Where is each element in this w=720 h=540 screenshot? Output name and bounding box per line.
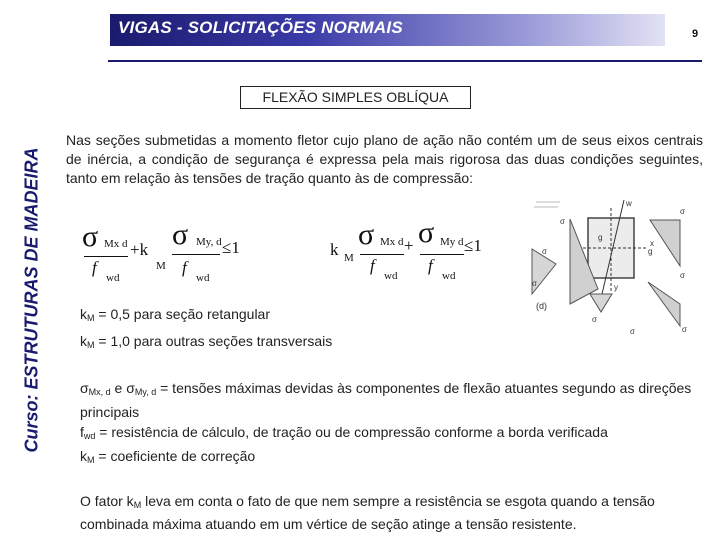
formula-1-sub-1: Mx d: [104, 238, 128, 250]
intro-paragraph: Nas seções submetidas a momento fletor cujo plano de ação não contém um de seus eixos centrais de inércia, a condição de segurança é expressa pela mais rigorosa das duas condições seguintes, tanto em relação às tensões de tração quanto às de compressão:: [66, 132, 703, 186]
formula-1-wd-1: wd: [106, 272, 120, 284]
header-divider: [108, 60, 702, 62]
formula-1-leq: ≤1: [222, 238, 240, 257]
formula-2-sub-1: Mx d: [380, 236, 404, 248]
closing-text-pre: O fator k: [80, 493, 134, 509]
formula-2-sub-2: My d: [440, 236, 464, 248]
stress-diagram: [530, 194, 700, 339]
sigma-subscript: Mx, d: [88, 387, 111, 397]
x-label: x: [650, 239, 654, 248]
formula-1-wd-2: wd: [196, 272, 210, 284]
formula-2-f-1: f: [370, 256, 375, 275]
w-label: w: [626, 199, 632, 208]
formula-2-sigma-2: σ: [418, 216, 435, 249]
formula-1-fraction-line-2: [172, 254, 220, 255]
formula-2-wd-2: wd: [442, 270, 456, 282]
km-subscript: M: [87, 340, 95, 350]
coefficient-text: = 0,5 para seção retangular: [94, 306, 271, 322]
section-title: FLEXÃO SIMPLES OBLÍQUA: [240, 86, 471, 109]
definition-text: = tensões máximas devidas às componentes de flexão atuantes segundo as direções principais: [80, 380, 692, 420]
stress-label-3: σ: [560, 217, 565, 226]
coefficient-list: [80, 303, 332, 357]
formula-1-plus-k: +k: [130, 240, 149, 259]
formula-1-sigma-2: σ: [172, 218, 189, 251]
gy-label: g: [598, 233, 603, 242]
definition-sigma: [80, 378, 710, 422]
closing-paragraph: [80, 492, 710, 534]
stress-label-7: σ: [630, 327, 635, 336]
definition-text: = coeficiente de correção: [94, 448, 256, 464]
stress-label-6: σ: [682, 325, 687, 334]
coefficient-text: = 1,0 para outras seções transversais: [94, 333, 333, 349]
formula-1-f-2: f: [182, 258, 187, 277]
formula-2-leq: ≤1: [464, 236, 482, 255]
km-symbol: k: [80, 333, 87, 349]
formula-2-f-2: f: [428, 256, 433, 275]
formula-1-sub-2: My, d: [196, 236, 222, 248]
km-subscript: M: [87, 313, 95, 323]
definitions: [80, 378, 710, 470]
gx-label: g: [648, 247, 653, 256]
km-symbol: k: [80, 306, 87, 322]
sigma-symbol: σ: [126, 380, 135, 396]
k-symbol: k: [80, 448, 87, 464]
figure-d-label: (d): [536, 301, 547, 311]
formula-2-fraction-line-2: [420, 254, 464, 255]
course-label: Curso: ESTRUTURAS DE MADEIRA: [21, 147, 42, 453]
stress-label-4: σ: [532, 279, 537, 288]
page-number: 9: [692, 28, 699, 40]
formula-2-k: k: [330, 240, 339, 259]
f-subscript: wd: [83, 431, 96, 441]
formula-1-km-sub: M: [156, 260, 166, 272]
closing-subscript: M: [133, 500, 142, 510]
formula-1-fraction-line-1: [84, 256, 128, 257]
formula-2-plus: +: [404, 236, 414, 255]
coefficient-other: [80, 330, 332, 357]
stress-wedge-bottom: [590, 294, 612, 312]
page-title: VIGAS - SOLICITAÇÕES NORMAIS: [118, 18, 403, 37]
formula-2-wd-1: wd: [384, 270, 398, 282]
formula-2-k-sub: M: [344, 252, 354, 264]
sigma-subscript: My, d: [134, 387, 157, 397]
formula-1-sigma-1: σ: [82, 220, 99, 253]
stress-wedge-top-right: [650, 220, 680, 266]
definition-km: [80, 446, 710, 470]
definition-text: = resistência de cálculo, de tração ou de compressão conforme a borda verificada: [95, 424, 608, 440]
closing-text-post: leva em conta o fato de que nem sempre a resistência se esgota quando a tensão combinada máxima atuando em um vértice de seção atinge a tensão resistente.: [80, 493, 655, 532]
f-symbol: f: [80, 424, 84, 440]
stress-label-5: σ: [592, 315, 597, 324]
sigma-symbol: σ: [80, 380, 89, 396]
formula-1-f-1: f: [92, 258, 97, 277]
k-subscript: M: [87, 455, 95, 465]
stress-label-1: σ: [680, 207, 685, 216]
conjunction: e: [110, 380, 127, 396]
stress-wedge-bottom-right: [648, 282, 680, 326]
y-label: y: [614, 283, 618, 292]
coefficient-rectangular: [80, 303, 332, 330]
definition-fwd: [80, 422, 710, 446]
stress-label-8: σ: [542, 247, 547, 256]
formula-2-sigma-1: σ: [358, 218, 375, 251]
stress-label-2: σ: [680, 271, 685, 280]
formula-2-fraction-line-1: [360, 254, 404, 255]
